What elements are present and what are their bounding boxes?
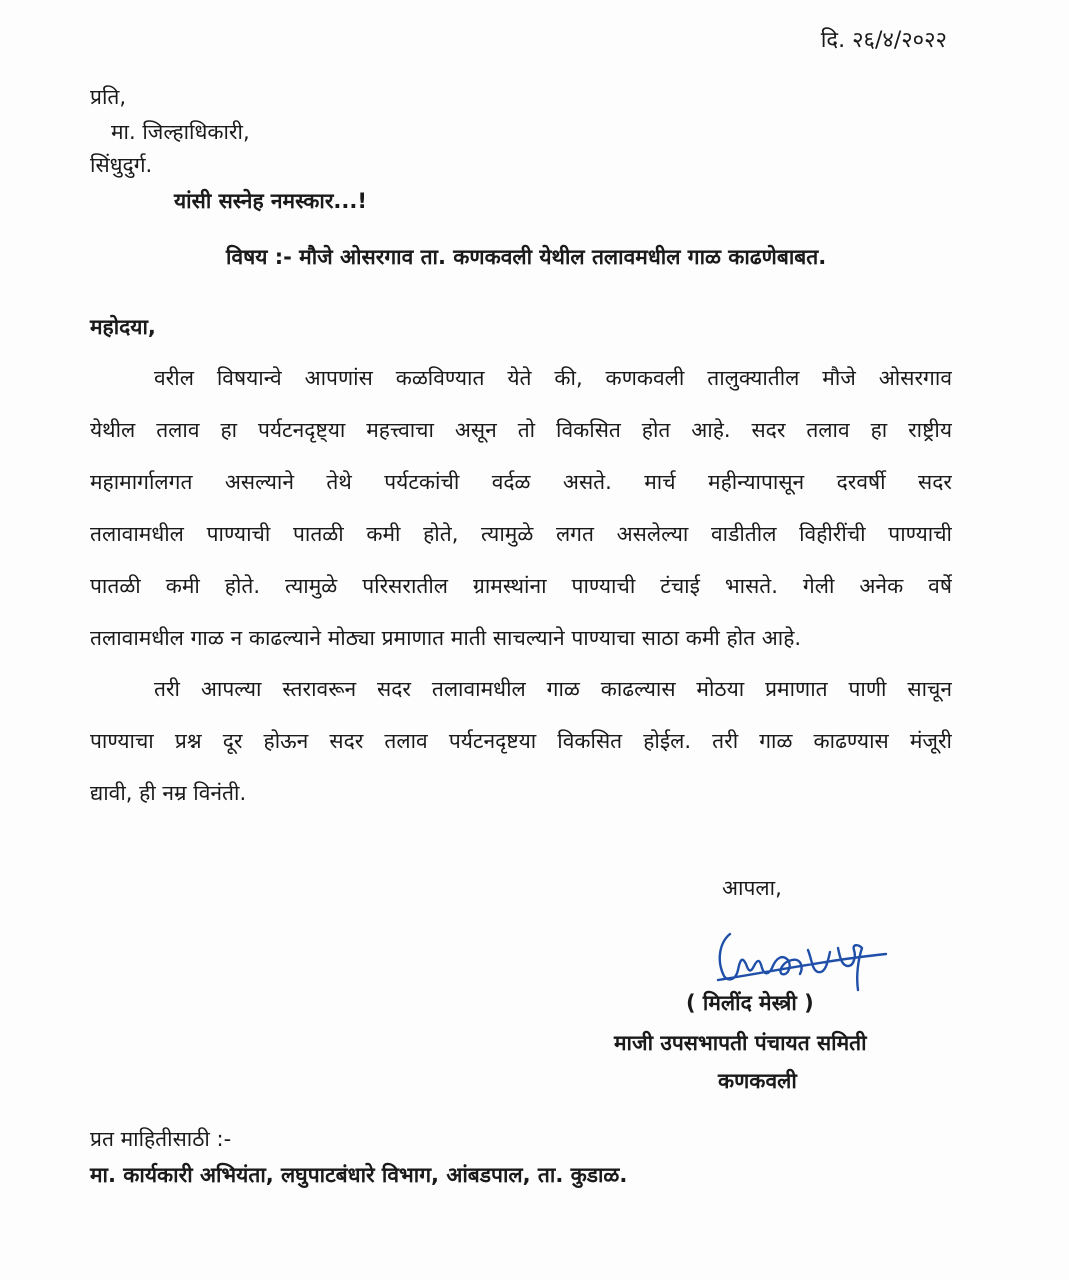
copy-to-recipient: मा. कार्यकारी अभियंता, लघुपाटबंधारे विभाग, आंबडपाल, ता. कुडाळ.	[90, 1163, 628, 1187]
salutation: महोदया,	[90, 315, 156, 339]
body-paragraph-1	[90, 352, 952, 664]
signer-place: कणकवली	[718, 1069, 797, 1093]
signer-name: ( मिलींद मेस्त्री )	[686, 991, 814, 1015]
recipient-title: मा. जिल्हाधिकारी,	[111, 120, 250, 144]
greeting: यांसी सस्नेह नमस्कार...!	[174, 189, 367, 213]
recipient-prefix: प्रति,	[90, 85, 127, 109]
body-line: तलावामधील गाळ न काढल्याने मोठ्या प्रमाणात माती साचल्याने पाण्याचा साठा कमी होत आहे.	[90, 626, 802, 650]
recipient-location: सिंधुदुर्ग.	[90, 153, 153, 177]
subject-line: विषय :- मौजे ओसरगाव ता. कणकवली येथील तलावमधील गाळ काढणेबाबत.	[226, 245, 827, 269]
signer-title: माजी उपसभापती पंचायत समिती	[614, 1031, 867, 1055]
letter-date: दि. २६/४/२०२२	[820, 28, 947, 53]
body-line: महामार्गालगत असल्याने तेथे पर्यटकांची वर्दळ असते. मार्च महीन्यापासून दरवर्षी सदर	[90, 470, 952, 494]
body-line: पाण्याचा प्रश्न दूर होऊन सदर तलाव पर्यटनदृष्टया विकसित होईल. तरी गाळ काढण्यास मंजूरी	[90, 729, 952, 753]
body-paragraph-2	[90, 663, 952, 819]
body-line: पातळी कमी होते. त्यामुळे परिसरातील ग्रामस्थांना पाण्याची टंचाई भासते. गेली अनेक वर्षे	[90, 574, 952, 598]
body-line: तरी आपल्या स्तरावरून सदर तलावामधील गाळ काढल्यास मोठया प्रमाणात पाणी साचून	[154, 677, 952, 701]
body-line: तलावामधील पाण्याची पातळी कमी होते, त्यामुळे लगत असलेल्या वाडीतील विहीरींची पाण्याची	[90, 522, 952, 546]
body-line: वरील विषयान्वे आपणांस कळविण्यात येते की, कणकवली तालुक्यातील मौजे ओसरगाव	[154, 366, 952, 390]
copy-to-heading: प्रत माहितीसाठी :-	[90, 1127, 232, 1151]
closing: आपला,	[722, 876, 782, 900]
body-line: येथील तलाव हा पर्यटनदृष्ट्या महत्त्वाचा असून तो विकसित होत आहे. सदर तलाव हा राष्ट्रीय	[90, 418, 952, 442]
body-line: द्यावी, ही नम्र विनंती.	[90, 781, 247, 805]
